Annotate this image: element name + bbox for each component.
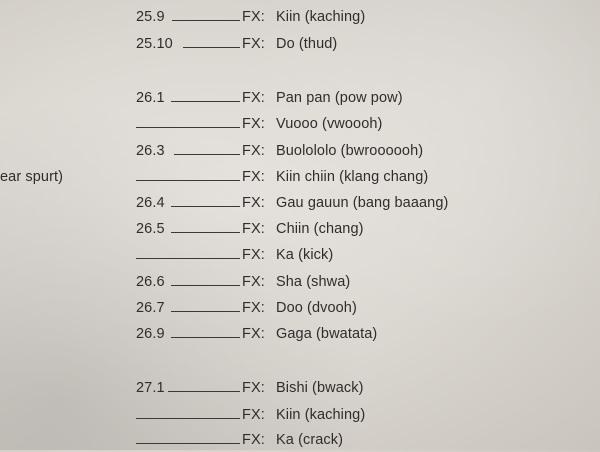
leader-rule: [136, 418, 240, 419]
glossary-line: [0, 376, 600, 400]
glossary-line: [0, 165, 600, 189]
fx-translation: Buolololo (bwroooooh): [276, 143, 424, 159]
fx-translation: Pan pan (pow pow): [276, 90, 403, 106]
fx-label: FX:: [242, 36, 265, 52]
fx-translation: Gau gauun (bang baaang): [276, 195, 449, 211]
fx-translation: Kiin (kaching): [276, 407, 366, 423]
page-panel-number: 25.9: [136, 9, 165, 25]
fx-translation: Sha (shwa): [276, 274, 351, 290]
fx-translation: Do (thud): [276, 36, 338, 52]
fx-translation: Chiin (chang): [276, 221, 364, 237]
fx-label: FX:: [242, 247, 265, 263]
page-panel-number: 25.10: [136, 36, 173, 52]
glossary-line: [0, 296, 600, 320]
page-panel-number: 26.4: [136, 195, 165, 211]
leader-rule: [168, 391, 240, 392]
page-panel-number: 26.5: [136, 221, 165, 237]
page-panel-number: 26.7: [136, 300, 165, 316]
leader-rule: [183, 47, 240, 48]
fx-translation: Vuooo (vwoooh): [276, 116, 383, 132]
fx-translation: Bishi (bwack): [276, 380, 364, 396]
glossary-line: [0, 322, 600, 346]
glossary-line: [0, 32, 600, 56]
leader-rule: [171, 101, 240, 102]
leader-rule: [171, 337, 240, 338]
fx-translation: Ka (crack): [276, 432, 344, 448]
page-panel-number: 26.3: [136, 143, 165, 159]
leader-rule: [174, 154, 240, 155]
leader-rule: [136, 180, 240, 181]
glossary-line: [0, 86, 600, 110]
fx-translation: Kiin chiin (klang chang): [276, 169, 429, 185]
leader-rule: [171, 206, 240, 207]
fx-label: FX:: [242, 195, 265, 211]
fx-translation: Ka (kick): [276, 247, 334, 263]
fx-label: FX:: [242, 90, 265, 106]
fx-label: FX:: [242, 380, 265, 396]
fx-translation: Gaga (bwatata): [276, 326, 378, 342]
leader-rule: [171, 232, 240, 233]
fx-label: FX:: [242, 326, 265, 342]
page-panel-number: 26.9: [136, 326, 165, 342]
glossary-line: [0, 191, 600, 215]
glossary-line: [0, 139, 600, 163]
glossary-line: [0, 112, 600, 136]
fx-label: FX:: [242, 274, 265, 290]
fx-label: FX:: [242, 169, 265, 185]
page-panel-number: 27.1: [136, 380, 165, 396]
glossary-line: [0, 243, 600, 267]
glossary-line: [0, 428, 600, 452]
glossary-line: [0, 403, 600, 427]
fx-label: FX:: [242, 9, 265, 25]
page-panel-number: 26.1: [136, 90, 165, 106]
fx-label: FX:: [242, 143, 265, 159]
fx-translation: Doo (dvooh): [276, 300, 357, 316]
fx-label: FX:: [242, 300, 265, 316]
glossary-line: [0, 270, 600, 294]
leader-rule: [136, 127, 240, 128]
fx-translation: Kiin (kaching): [276, 9, 366, 25]
glossary-line: [0, 217, 600, 241]
leader-rule: [136, 258, 240, 259]
leader-rule: [136, 443, 240, 444]
fx-label: FX:: [242, 407, 265, 423]
fx-label: FX:: [242, 221, 265, 237]
margin-note-text: ear spurt): [0, 169, 64, 185]
leader-rule: [171, 311, 240, 312]
glossary-line: [0, 5, 600, 29]
leader-rule: [171, 285, 240, 286]
fx-label: FX:: [242, 116, 265, 132]
fx-label: FX:: [242, 432, 265, 448]
page-panel-number: 26.6: [136, 274, 165, 290]
leader-rule: [172, 20, 240, 21]
